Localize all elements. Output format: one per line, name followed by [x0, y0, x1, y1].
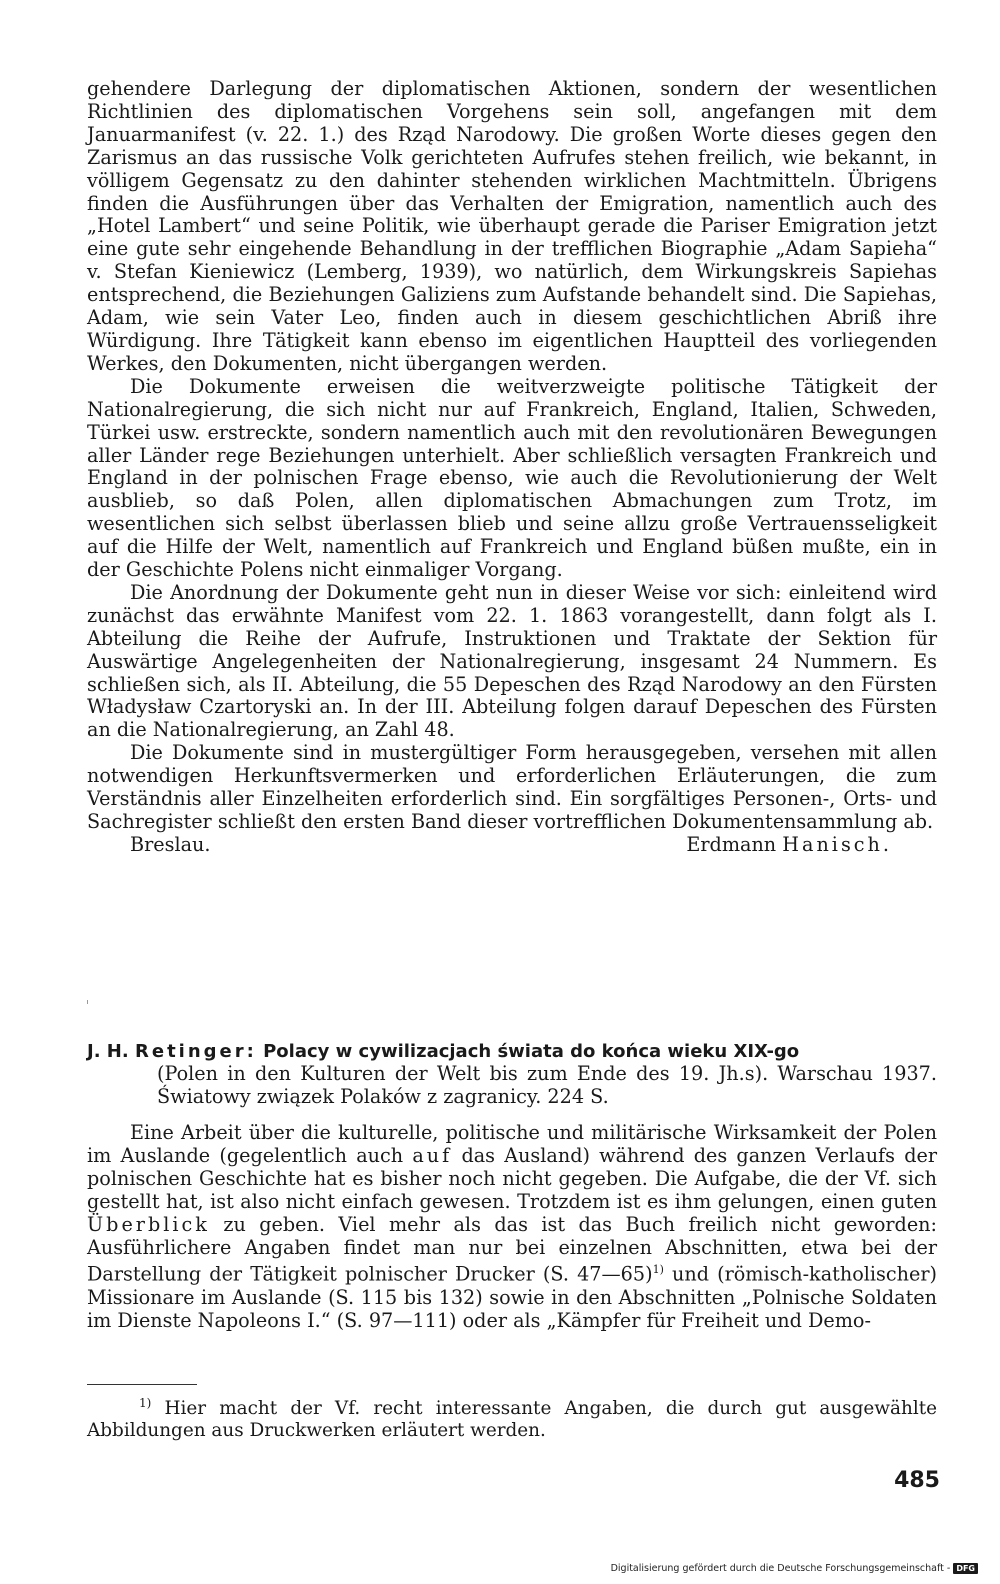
digitization-note: Digitalisierung gefördert durch die Deutsche Forschungsgemeinschaft -	[610, 1563, 951, 1574]
book-author-name: Retinger:	[135, 1041, 257, 1062]
signature-line	[87, 834, 937, 857]
footnote	[87, 1392, 937, 1442]
book-title: Polacy w cywilizacjach świata do końca wieku XIX-go	[263, 1041, 800, 1062]
paragraph: Die Dokumente sind in mustergültiger Form herausgegeben, versehen mit allen notwendigen Herkunftsvermerken und erforderlichen Erläuterungen, die zum Verständnis aller Einzelheiten erforderlich sind. Ein sorgfältiges Personen-, Orts- und Sachregister schließt den ersten Band dieser vortrefflichen Dokumentensammlung ab.	[87, 741, 937, 833]
text-run: Eine Arbeit über die kulturelle, politische und militärische Wirksamkeit der Polen im Auslande (gegelentlich auch	[87, 1121, 937, 1167]
paragraph: Die Dokumente erweisen die weitverzweigte politische Tätigkeit der Nationalregierung, die sich nicht nur auf Frankreich, England, Italien, Schweden, Türkei usw. erstreckte, sondern namentlich auch mit den revolutionären Bewegungen aller Länder rege Beziehungen unterhielt. Aber schließlich versagten Frankreich und England in der polnischen Frage ebenso, wie auch die Revolutionierung der Welt ausblieb, so daß Polen, allen diplomatischen Abmachungen zum Trotz, im wesentlichen sich selbst überlassen blieb und seine allzu große Vertrauensseligkeit auf die Hilfe der Welt, namentlich auf Frankreich und England büßen mußte, ein in der Geschichte Polens nicht einmaliger Vorgang.	[87, 374, 937, 582]
digitization-credit	[611, 1563, 978, 1574]
text-run: das Ausland) während des ganzen Verlaufs der polnischen Geschichte hat es bisher noch nicht gegeben. Die Aufgabe, die der Vf. sich gestellt hat, ist also nicht einfach gewesen. Trotzdem ist es ihm gelungen, einen guten	[87, 1143, 938, 1213]
review-1	[87, 78, 937, 857]
emphasis: Überblick	[87, 1212, 210, 1236]
reviewer-last-name: Hanisch.	[782, 832, 892, 856]
book-author-initials: J. H.	[87, 1041, 129, 1062]
paragraph: gehendere Darlegung der diplomatischen Aktionen, sondern der wesentlichen Richtlinien des diplomatischen Vorgehens sein soll, angefangen mit dem Januarmanifest (v. 22. 1.) des Rząd Narodowy. Die großen Worte dieses gegen den Zarismus an das russische Volk gerichteten Aufrufes stehen freilich, wie bekannt, in völligem Gegensatz zu den dahinter stehenden wirklichen Machtmitteln. Übrigens finden die Ausführungen über das Verhalten der Emigration, namentlich auch des „Hotel Lambert“ und seine Politik, wie überhaupt gerade die Pariser Emigration jetzt eine gute sehr eingehende Behandlung in der trefflichen Biographie „Adam Sapieha“ v. Stefan Kieniewicz (Lemberg, 1939), wo natürlich, dem Wirkungskreis Sapiehas entsprechend, die Beziehungen Galiziens zum Aufstande behandelt sind. Die Sapiehas, Adam, wie sein Vater Leo, finden auch in diesem geschichtlichen Abriß ihre Würdigung. Ihre Tätigkeit kann ebenso im eigentlichen Hauptteil des vorliegenden Werkes, den Dokumenten, nicht übergangen werden.	[87, 77, 937, 375]
text-run: zu geben. Viel mehr als das ist das Buch freilich nicht geworden: Ausführlichere Angaben findet man nur bei einzelnen Abschnitten, etwa bei der Darstellung der Tätigkeit polnischer Drucker (S. 47—65)	[87, 1212, 937, 1286]
place: Breslau.	[130, 832, 211, 856]
divider-mark	[87, 1000, 88, 1004]
footnote-rule	[87, 1384, 197, 1385]
review-2-body	[87, 1122, 937, 1333]
reviewer-first-name: Erdmann	[686, 832, 777, 856]
review-title	[87, 1040, 937, 1063]
footnote-mark: 1)	[139, 1396, 152, 1410]
text-run: und (römisch-katholischer) Missionare im Auslande (S. 115 bis 132) sowie in den Abschnitten „Polnische Soldaten im Dienste Napoleons I.“ (S. 97—111) oder als „Kämpfer für Freiheit und Demo-	[87, 1262, 937, 1332]
footnote-reference: 1)	[652, 1263, 664, 1277]
dfg-logo: DFG	[953, 1563, 978, 1574]
paragraph: Die Anordnung der Dokumente geht nun in dieser Weise vor sich: einleitend wird zunächst das erwähnte Manifest vom 22. 1. 1863 vorangestellt, dann folgt als I. Abteilung die Reihe der Aufrufe, Instruktionen und Traktate der Sektion für Auswärtige Angelegenheiten der Nationalregierung, insgesamt 24 Nummern. Es schließen sich, als II. Abteilung, die 55 Depeschen des Rząd Narodowy an den Fürsten Władysław Czartoryski an. In der III. Abteilung folgen darauf Depeschen des Fürsten an die Nationalregierung, an Zahl 48.	[87, 580, 937, 742]
page-number: 485	[894, 1468, 940, 1493]
emphasis: auf	[412, 1143, 453, 1167]
review-2-heading	[87, 1040, 937, 1109]
reviewer	[686, 834, 892, 857]
book-subtitle: (Polen in den Kulturen der Welt bis zum Ende des 19. Jh.s). Warschau 1937. Światowy związek Polaków z zagranicy. 224 S.	[157, 1062, 937, 1108]
paragraph	[87, 1122, 937, 1333]
footnote-text: Hier macht der Vf. recht interessante Angaben, die durch gut ausgewählte Abbildungen aus Druckwerken erläutert werden.	[87, 1398, 937, 1442]
